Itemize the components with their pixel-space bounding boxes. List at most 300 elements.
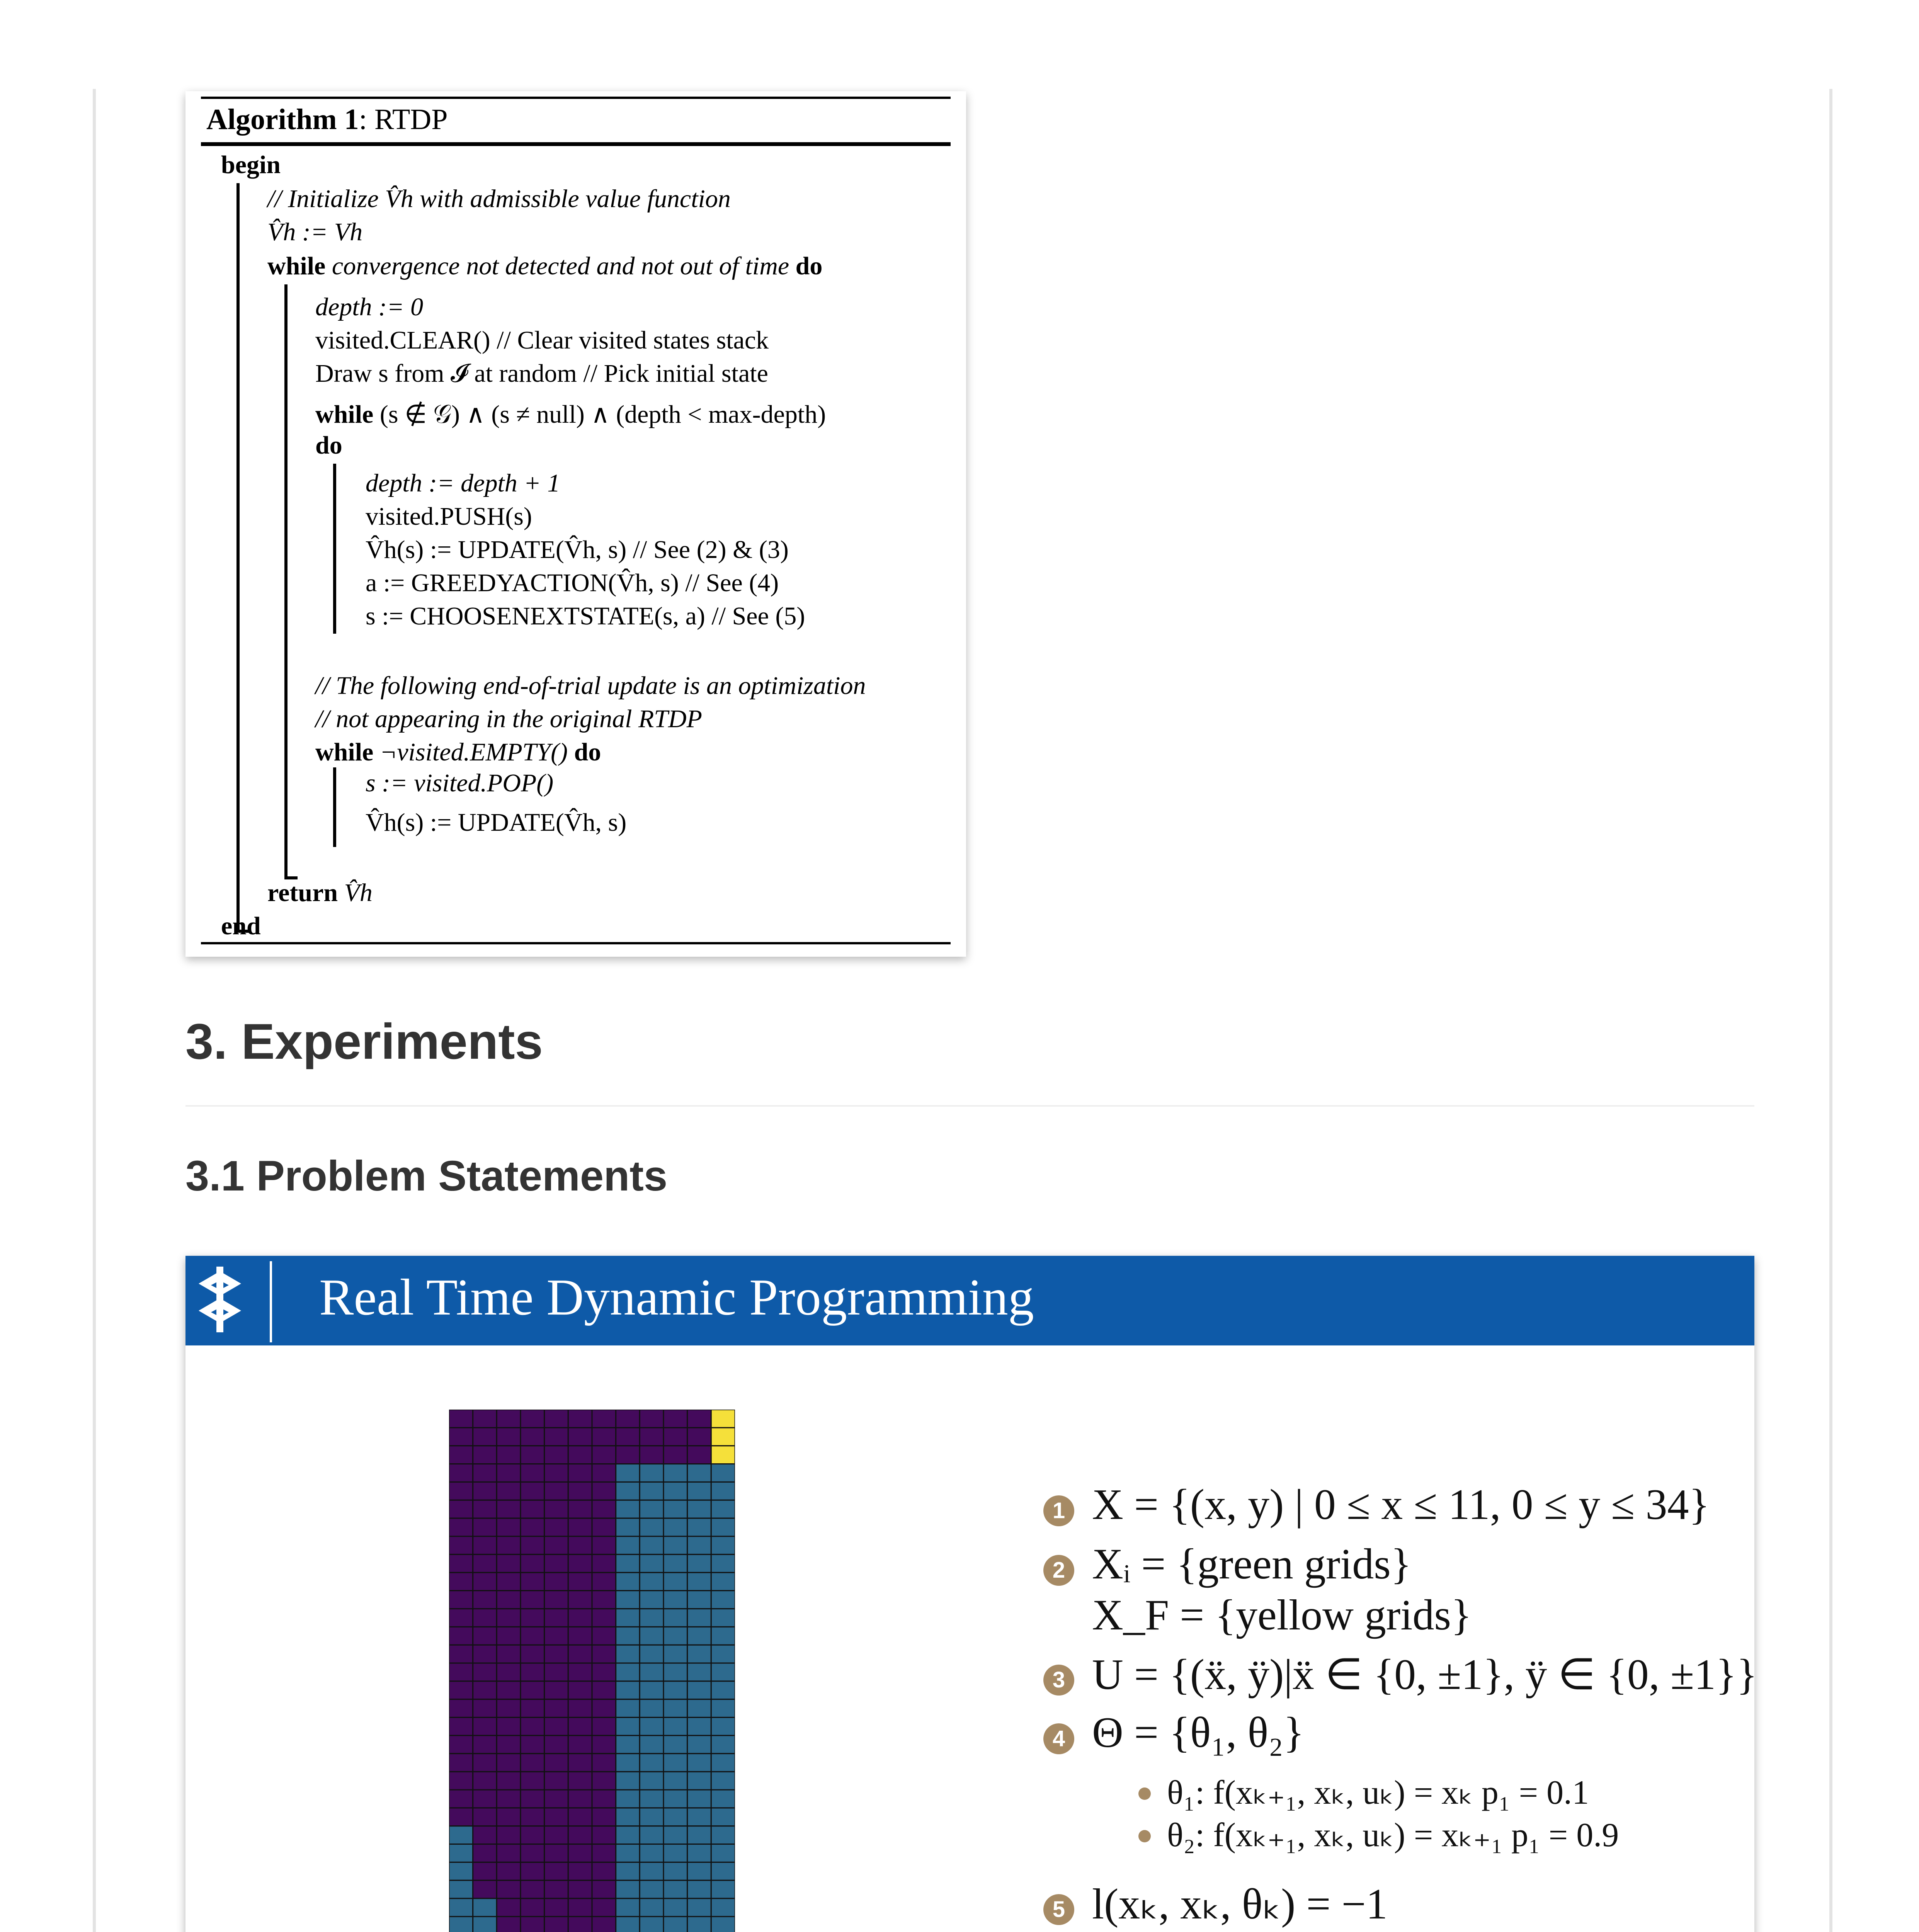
- grid-cell: [663, 1645, 687, 1663]
- grid-cell: [711, 1917, 735, 1932]
- grid-cell: [544, 1735, 568, 1753]
- grid-cell: [473, 1482, 497, 1500]
- grid-cell: [640, 1500, 663, 1518]
- grid-cell: [521, 1663, 544, 1681]
- grid-cell: [497, 1609, 521, 1627]
- grid-cell: [640, 1410, 663, 1428]
- grid-cell: [687, 1753, 711, 1772]
- grid-cell: [663, 1663, 687, 1681]
- grid-cell: [544, 1591, 568, 1609]
- grid-cell: [663, 1735, 687, 1753]
- grid-cell: [616, 1410, 640, 1428]
- badge-1: 1: [1043, 1495, 1074, 1526]
- grid-cell: [473, 1808, 497, 1826]
- grid-cell: [711, 1536, 735, 1554]
- grid-cell: [616, 1898, 640, 1917]
- grid-cell: [497, 1554, 521, 1573]
- grid-cell: [497, 1753, 521, 1772]
- grid-cell: [592, 1428, 616, 1446]
- grid-cell: [616, 1428, 640, 1446]
- grid-cell: [663, 1446, 687, 1464]
- grid-cell: [663, 1573, 687, 1591]
- grid-cell: [473, 1410, 497, 1428]
- grid-cell: [640, 1880, 663, 1898]
- grid-cell: [687, 1663, 711, 1681]
- grid-cell: [687, 1500, 711, 1518]
- grid-cell: [497, 1645, 521, 1663]
- slide-figure: [185, 1256, 1757, 1932]
- grid-cell: [473, 1627, 497, 1645]
- grid-cell: [711, 1464, 735, 1482]
- grid-cell: [449, 1790, 473, 1808]
- algo-while3-bar: [333, 767, 336, 847]
- grid-cell: [497, 1536, 521, 1554]
- grid-cell: [497, 1862, 521, 1880]
- grid-cell: [473, 1917, 497, 1932]
- grid-cell: [544, 1573, 568, 1591]
- grid-cell: [592, 1482, 616, 1500]
- grid-cell: [544, 1844, 568, 1862]
- algo-pop: s := visited.POP(): [366, 769, 554, 797]
- grid-cell: [473, 1862, 497, 1880]
- grid-cell: [640, 1645, 663, 1663]
- algo-visited-push: visited.PUSH(s): [366, 502, 532, 531]
- grid-cell: [687, 1573, 711, 1591]
- formula-final-set: X_F = {yellow grids}: [1092, 1591, 1472, 1639]
- grid-cell: [663, 1772, 687, 1790]
- grid-cell: [663, 1898, 687, 1917]
- grid-cell: [544, 1826, 568, 1844]
- grid-cell: [521, 1464, 544, 1482]
- grid-cell: [663, 1627, 687, 1645]
- grid-cell: [521, 1482, 544, 1500]
- grid-cell: [663, 1518, 687, 1536]
- grid-cell: [592, 1446, 616, 1464]
- grid-cell: [640, 1772, 663, 1790]
- grid-cell: [449, 1808, 473, 1826]
- grid-cell: [616, 1753, 640, 1772]
- grid-cell: [640, 1753, 663, 1772]
- grid-cell: [592, 1898, 616, 1917]
- grid-cell: [473, 1573, 497, 1591]
- grid-cell: [711, 1699, 735, 1718]
- algo-depth-init: depth := 0: [315, 293, 424, 321]
- grid-cell: [473, 1446, 497, 1464]
- grid-cell: [711, 1591, 735, 1609]
- grid-cell: [449, 1681, 473, 1699]
- grid-cell: [687, 1862, 711, 1880]
- algo-choose: s := CHOOSENEXTSTATE(s, a) // See (5): [366, 602, 805, 630]
- grid-cell: [616, 1518, 640, 1536]
- algo-draw-s: Draw s from 𝓘 at random // Pick initial state: [315, 359, 768, 388]
- grid-cell: [473, 1699, 497, 1718]
- grid-cell: [687, 1681, 711, 1699]
- grid-cell: [616, 1446, 640, 1464]
- grid-cell: [687, 1518, 711, 1536]
- algo-while3-cond: ¬visited.EMPTY(): [379, 738, 568, 766]
- grid-cell: [544, 1880, 568, 1898]
- grid-cell: [544, 1410, 568, 1428]
- grid-cell: [592, 1410, 616, 1428]
- grid-cell: [663, 1609, 687, 1627]
- grid-cell: [663, 1554, 687, 1573]
- algo-comment-init: // Initialize V̂h with admissible value function: [267, 185, 731, 213]
- grid-cell: [687, 1790, 711, 1808]
- grid-cell: [544, 1699, 568, 1718]
- grid-cell: [521, 1446, 544, 1464]
- grid-cell: [711, 1880, 735, 1898]
- grid-cell: [711, 1681, 735, 1699]
- grid-cell: [568, 1844, 592, 1862]
- grid-cell: [521, 1627, 544, 1645]
- grid-cell: [663, 1844, 687, 1862]
- formula-theta1: θ₁: f(xₖ₊₁, xₖ, uₖ) = xₖ p₁ = 0.1: [1167, 1774, 1589, 1811]
- grid-cell: [687, 1554, 711, 1573]
- grid-cell: [449, 1500, 473, 1518]
- grid-cell: [521, 1898, 544, 1917]
- grid-cell: [592, 1573, 616, 1591]
- grid-cell: [473, 1880, 497, 1898]
- grid-cell: [687, 1627, 711, 1645]
- algorithm-title: [206, 103, 448, 136]
- algorithm-bottom-rule: [201, 942, 951, 944]
- grid-cell: [449, 1446, 473, 1464]
- grid-cell: [449, 1917, 473, 1932]
- grid-cell: [473, 1536, 497, 1554]
- grid-cell: [521, 1735, 544, 1753]
- grid-cell: [449, 1898, 473, 1917]
- formula-theta-set: Θ = {θ₁, θ₂}: [1092, 1709, 1304, 1757]
- grid-cell: [592, 1826, 616, 1844]
- algo-while1-do: do: [795, 252, 823, 280]
- algo-begin-bar: [236, 183, 240, 933]
- grid-cell: [640, 1591, 663, 1609]
- grid-cell: [663, 1808, 687, 1826]
- grid-cell: [473, 1663, 497, 1681]
- grid-cell: [497, 1464, 521, 1482]
- grid-cell: [711, 1772, 735, 1790]
- grid-cell: [521, 1609, 544, 1627]
- grid-cell: [473, 1591, 497, 1609]
- grid-cell: [640, 1862, 663, 1880]
- grid-cell: [663, 1790, 687, 1808]
- grid-cell: [568, 1808, 592, 1826]
- algo-while2: [315, 402, 826, 427]
- grid-cell: [473, 1718, 497, 1736]
- grid-cell: [497, 1410, 521, 1428]
- grid-cell: [521, 1681, 544, 1699]
- grid-cell: [544, 1464, 568, 1482]
- grid-cell: [592, 1844, 616, 1862]
- grid-cell: [568, 1898, 592, 1917]
- grid-cell: [663, 1681, 687, 1699]
- grid-cell: [592, 1554, 616, 1573]
- grid-cell: [711, 1898, 735, 1917]
- grid-cell: [544, 1609, 568, 1627]
- grid-cell: [497, 1482, 521, 1500]
- grid-cell: [473, 1428, 497, 1446]
- algo-while3-do: do: [574, 738, 601, 766]
- grid-cell: [497, 1591, 521, 1609]
- grid-cell: [544, 1681, 568, 1699]
- formula-loss: l(xₖ, xₖ, θₖ) = −1: [1092, 1880, 1388, 1928]
- grid-cell: [592, 1609, 616, 1627]
- page-border-left: [93, 89, 96, 1932]
- badge-3: 3: [1043, 1665, 1074, 1696]
- grid-cell: [497, 1573, 521, 1591]
- grid-cell: [568, 1536, 592, 1554]
- grid-cell: [568, 1609, 592, 1627]
- algo-while1-cond: convergence not detected and not out of time: [332, 252, 789, 280]
- grid-cell: [687, 1772, 711, 1790]
- grid-cell: [568, 1554, 592, 1573]
- grid-cell: [687, 1880, 711, 1898]
- grid-cell: [449, 1573, 473, 1591]
- slide-header: [185, 1256, 1754, 1345]
- grid-cell: [616, 1844, 640, 1862]
- grid-cell: [568, 1464, 592, 1482]
- grid-cell: [473, 1518, 497, 1536]
- grid-cell: [521, 1500, 544, 1518]
- grid-cell: [497, 1917, 521, 1932]
- grid-cell: [616, 1917, 640, 1932]
- grid-cell: [640, 1663, 663, 1681]
- grid-cell: [568, 1663, 592, 1681]
- grid-cell: [663, 1482, 687, 1500]
- grid-cell: [568, 1880, 592, 1898]
- grid-cell: [592, 1500, 616, 1518]
- grid-cell: [521, 1790, 544, 1808]
- grid-cell: [473, 1645, 497, 1663]
- grid-cell: [640, 1609, 663, 1627]
- grid-cell: [497, 1446, 521, 1464]
- grid-cell: [473, 1826, 497, 1844]
- grid-cell: [616, 1500, 640, 1518]
- grid-cell: [592, 1699, 616, 1718]
- grid-cell: [711, 1844, 735, 1862]
- grid-cell: [473, 1772, 497, 1790]
- grid-cell: [640, 1917, 663, 1932]
- grid-cell: [616, 1681, 640, 1699]
- grid-cell: [711, 1410, 735, 1428]
- grid-cell: [449, 1591, 473, 1609]
- grid-cell: [568, 1735, 592, 1753]
- grid-cell: [687, 1898, 711, 1917]
- algo-depth-inc: depth := depth + 1: [366, 469, 560, 497]
- grid-cell: [687, 1699, 711, 1718]
- algo-visited-clear: visited.CLEAR() // Clear visited states stack: [315, 326, 769, 354]
- grid-cell: [521, 1880, 544, 1898]
- grid-cell: [663, 1591, 687, 1609]
- grid-cell: [687, 1464, 711, 1482]
- grid-cell: [592, 1663, 616, 1681]
- grid-cell: [616, 1645, 640, 1663]
- grid-cell: [497, 1790, 521, 1808]
- algo-while2-bar: [333, 464, 336, 634]
- grid-cell: [473, 1500, 497, 1518]
- grid-cell: [592, 1536, 616, 1554]
- grid-cell: [592, 1718, 616, 1736]
- grid-cell: [521, 1573, 544, 1591]
- grid-cell: [497, 1808, 521, 1826]
- algo-return-val: V̂h: [344, 879, 373, 907]
- grid-cell: [521, 1410, 544, 1428]
- grid-cell: [521, 1645, 544, 1663]
- section-title-experiments: 3. Experiments: [185, 1013, 543, 1070]
- algo-update: V̂h(s) := UPDATE(V̂h, s) // See (2) & (3): [366, 536, 789, 564]
- grid-cell: [640, 1681, 663, 1699]
- formula-theta2: θ₂: f(xₖ₊₁, xₖ, uₖ) = xₖ₊₁ p₁ = 0.9: [1167, 1816, 1619, 1854]
- grid-cell: [497, 1772, 521, 1790]
- grid-cell: [616, 1826, 640, 1844]
- grid-cell: [568, 1753, 592, 1772]
- grid-cell: [521, 1753, 544, 1772]
- grid-cell: [449, 1464, 473, 1482]
- grid-cell: [568, 1917, 592, 1932]
- grid-cell: [544, 1627, 568, 1645]
- grid-cell: [473, 1844, 497, 1862]
- grid-cell: [711, 1446, 735, 1464]
- grid-cell: [592, 1790, 616, 1808]
- algo-init-assign: V̂h := Vh: [267, 218, 363, 246]
- grid-cell: [640, 1735, 663, 1753]
- grid-cell: [663, 1917, 687, 1932]
- grid-cell: [616, 1482, 640, 1500]
- grid-cell: [497, 1518, 521, 1536]
- grid-cell: [544, 1898, 568, 1917]
- grid-cell: [687, 1718, 711, 1736]
- grid-cell: [473, 1554, 497, 1573]
- algo-greedy: a := GREEDYACTION(V̂h, s) // See (4): [366, 569, 779, 597]
- grid-cell: [687, 1808, 711, 1826]
- grid-cell: [568, 1428, 592, 1446]
- grid-cell: [449, 1428, 473, 1446]
- grid-cell: [616, 1862, 640, 1880]
- grid-cell: [521, 1718, 544, 1736]
- grid-cell: [497, 1826, 521, 1844]
- grid-cell: [449, 1663, 473, 1681]
- grid-cell: [640, 1808, 663, 1826]
- grid-cell: [449, 1844, 473, 1862]
- grid-cell: [640, 1482, 663, 1500]
- algo-return: [267, 880, 373, 906]
- grid-cell: [592, 1591, 616, 1609]
- badge-5: 5: [1043, 1894, 1074, 1925]
- grid-cell: [616, 1554, 640, 1573]
- algo-while1: [267, 253, 822, 279]
- grid-cell: [687, 1917, 711, 1932]
- grid-cell: [592, 1627, 616, 1645]
- grid-cell: [640, 1536, 663, 1554]
- grid-cell: [616, 1609, 640, 1627]
- grid-cell: [711, 1518, 735, 1536]
- grid-cell: [473, 1898, 497, 1917]
- algo-return-kw: return: [267, 879, 338, 907]
- grid-cell: [497, 1844, 521, 1862]
- grid-cell: [568, 1627, 592, 1645]
- slide-title: Real Time Dynamic Programming: [319, 1269, 1034, 1326]
- grid-cell: [711, 1554, 735, 1573]
- grid-cell: [449, 1482, 473, 1500]
- algo-end: end: [221, 912, 261, 940]
- grid-cell: [521, 1808, 544, 1826]
- grid-cell: [640, 1699, 663, 1718]
- grid-cell: [711, 1718, 735, 1736]
- grid-cell: [521, 1917, 544, 1932]
- grid-cell: [640, 1428, 663, 1446]
- grid-cell: [544, 1554, 568, 1573]
- grid-cell: [640, 1446, 663, 1464]
- algo-while2-cond: (s ∉ 𝒢) ∧ (s ≠ null) ∧ (depth < max-depth): [379, 400, 826, 429]
- badge-4: 4: [1043, 1723, 1074, 1754]
- grid-cell: [687, 1536, 711, 1554]
- grid-cell: [711, 1808, 735, 1826]
- grid-cell: [687, 1591, 711, 1609]
- grid-cell: [568, 1482, 592, 1500]
- grid-cell: [544, 1428, 568, 1446]
- grid-cell: [616, 1699, 640, 1718]
- grid-cell: [711, 1627, 735, 1645]
- grid-cell: [544, 1917, 568, 1932]
- grid-cell: [568, 1518, 592, 1536]
- grid-cell: [521, 1554, 544, 1573]
- grid-cell: [449, 1410, 473, 1428]
- section-title-rule: [185, 1105, 1754, 1107]
- algo-while3-kw: while: [315, 738, 374, 766]
- grid-cell: [687, 1735, 711, 1753]
- grid-cell: [521, 1536, 544, 1554]
- grid-cell: [711, 1753, 735, 1772]
- grid-map: [449, 1410, 735, 1932]
- formula-state-space: X = {(x, y) | 0 ≤ x ≤ 11, 0 ≤ y ≤ 34}: [1092, 1481, 1710, 1529]
- grid-cell: [497, 1880, 521, 1898]
- grid-cell: [616, 1573, 640, 1591]
- grid-cell: [568, 1591, 592, 1609]
- slide-logo-divider: [270, 1261, 272, 1342]
- grid-cell: [663, 1536, 687, 1554]
- grid-cell: [616, 1663, 640, 1681]
- grid-cell: [687, 1482, 711, 1500]
- grid-cell: [592, 1753, 616, 1772]
- formula-initial-set: Xᵢ = {green grids}: [1092, 1540, 1412, 1588]
- grid-cell: [711, 1482, 735, 1500]
- grid-cell: [640, 1718, 663, 1736]
- grid-cell: [568, 1410, 592, 1428]
- grid-cell: [497, 1663, 521, 1681]
- grid-cell: [663, 1500, 687, 1518]
- grid-cell: [473, 1609, 497, 1627]
- grid-cell: [616, 1536, 640, 1554]
- algo-while2-kw: while: [315, 400, 374, 429]
- grid-cell: [568, 1645, 592, 1663]
- grid-cell: [521, 1862, 544, 1880]
- algo-while1-bar: [284, 284, 288, 879]
- grid-cell: [544, 1808, 568, 1826]
- grid-cell: [497, 1718, 521, 1736]
- grid-cell: [687, 1410, 711, 1428]
- grid-cell: [568, 1862, 592, 1880]
- grid-cell: [616, 1880, 640, 1898]
- grid-cell: [521, 1772, 544, 1790]
- algo-while3: [315, 740, 601, 765]
- grid-cell: [497, 1681, 521, 1699]
- algo-while2-do: do: [315, 431, 342, 459]
- grid-cell: [592, 1464, 616, 1482]
- grid-cell: [449, 1645, 473, 1663]
- grid-cell: [568, 1772, 592, 1790]
- grid-cell: [473, 1681, 497, 1699]
- grid-cell: [687, 1826, 711, 1844]
